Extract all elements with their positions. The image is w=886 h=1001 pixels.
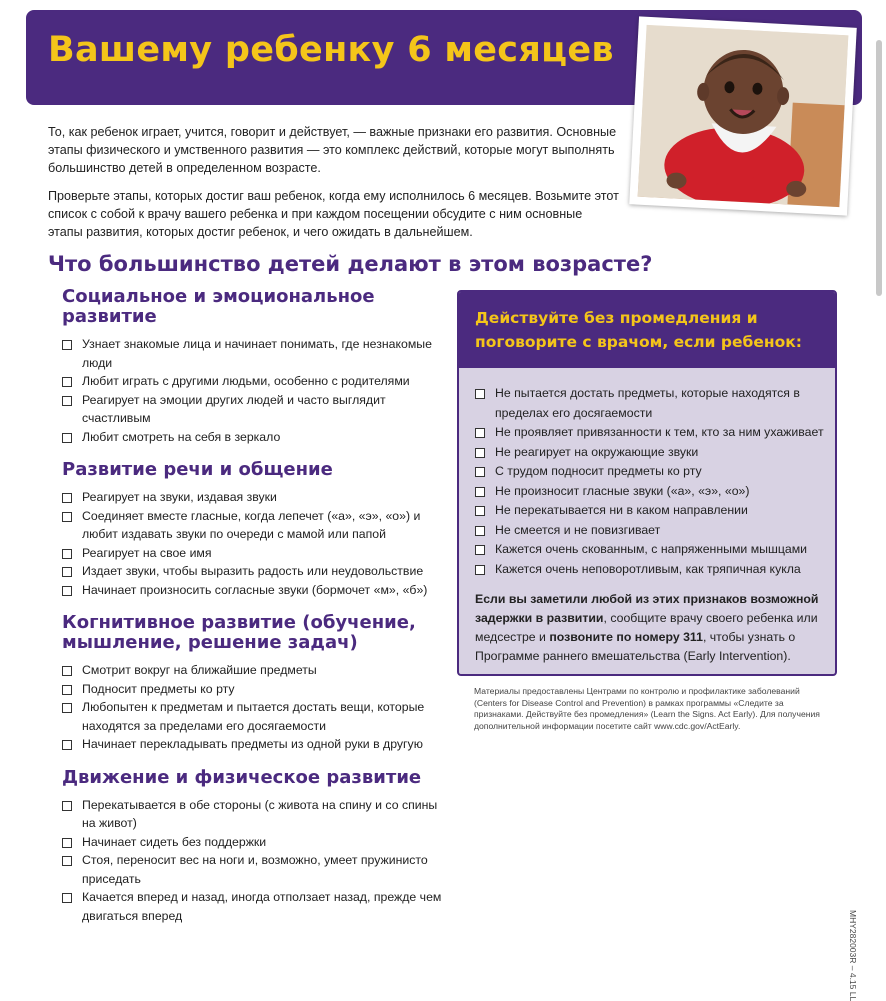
checkbox-icon[interactable] xyxy=(62,493,72,503)
section-title: Развитие речи и общение xyxy=(62,459,333,480)
checklist-item[interactable]: Любит играть с другими людьми, особенно с родителями xyxy=(62,372,442,391)
section-social xyxy=(62,287,442,446)
checkbox-icon[interactable] xyxy=(62,340,72,350)
checkbox-icon[interactable] xyxy=(475,487,485,497)
checklist-item[interactable]: Качается вперед и назад, иногда отползает назад, прежде чем двигаться вперед xyxy=(62,888,442,925)
checkbox-icon[interactable] xyxy=(62,549,72,559)
milestones-column xyxy=(62,287,442,939)
checkbox-icon[interactable] xyxy=(62,740,72,750)
checkbox-icon[interactable] xyxy=(62,377,72,387)
warning-item[interactable]: Кажется очень неповоротливым, как тряпичная кукла xyxy=(475,560,825,580)
warning-header xyxy=(459,292,835,368)
checklist-item[interactable]: Стоя, переносит вес на ноги и, возможно, умеет пружинисто приседать xyxy=(62,851,442,888)
document-code: MHY282003R – 4.15 LL xyxy=(848,910,858,1001)
checklist-item[interactable]: Реагирует на звуки, издавая звуки xyxy=(62,488,442,507)
section-title: Движение и физическое развитие xyxy=(62,766,422,788)
checklist-item[interactable]: Реагирует на свое имя xyxy=(62,544,442,563)
warning-item[interactable]: Не пытается достать предметы, которые находятся в пределах его досягаемости xyxy=(475,384,825,423)
checklist-item[interactable]: Смотрит вокруг на ближайшие предметы xyxy=(62,661,442,680)
checkbox-icon[interactable] xyxy=(62,685,72,695)
checkbox-icon[interactable] xyxy=(62,801,72,811)
checkbox-icon[interactable] xyxy=(62,856,72,866)
checklist-item[interactable]: Любит смотреть на себя в зеркало xyxy=(62,428,442,447)
checklist-item[interactable]: Начинает произносить согласные звуки (бормочет «м», «б») xyxy=(62,581,442,600)
intro-paragraph-1: То, как ребенок играет, учится, говорит и действует, — важные признаки его развития. Основные этапы физического и умственного развития — это комплекс действий, которые могут выполнять большинство детей в определенном возрасте. xyxy=(48,125,617,175)
warning-item[interactable]: Не реагирует на окружающие звуки xyxy=(475,443,825,463)
checkbox-icon[interactable] xyxy=(475,545,485,555)
main-heading: Что большинство детей делают в этом возрасте? xyxy=(48,252,653,276)
checkbox-icon[interactable] xyxy=(475,467,485,477)
checklist-item[interactable]: Любопытен к предметам и пытается достать вещи, которые находятся за пределами его досягаемости xyxy=(62,698,442,735)
section-speech xyxy=(62,460,442,599)
baby-photo xyxy=(629,16,857,215)
intro-text xyxy=(48,123,620,251)
checkbox-icon[interactable] xyxy=(475,526,485,536)
checklist-item[interactable]: Перекатывается в обе стороны (с живота на спину и со спины на живот) xyxy=(62,796,442,833)
checkbox-icon[interactable] xyxy=(475,428,485,438)
warning-title: Действуйте без промедления и поговорите с врачом, если ребенок: xyxy=(475,309,802,351)
checkbox-icon[interactable] xyxy=(62,893,72,903)
checklist-item[interactable]: Подносит предметы ко рту xyxy=(62,680,442,699)
checklist-item[interactable]: Начинает перекладывать предметы из одной руки в другую xyxy=(62,735,442,754)
credits-text: Материалы предоставлены Центрами по контролю и профилактике заболеваний (Centers for Disease Control and Prevention) в рамках программы «Следите за признаками. Действуйте без промедления» (Learn the Signs. Act Early). Для получения дополнительной информации посетите сайт www.cdc.gov/ActEarly. xyxy=(474,686,820,731)
checklist-item[interactable]: Соединяет вместе гласные, когда лепечет («а», «э», «о») и любит издавать звуки по очереди с мамой или папой xyxy=(62,507,442,544)
intro-paragraph-2: Проверьте этапы, которых достиг ваш ребенок, когда ему исполнилось 6 месяцев. Возьмите этот список с собой к врачу вашего ребенка и при каждом посещении обсудите с ним основные этапы развития, которых достиг ребенок, и чего ожидать в дальнейшем. xyxy=(48,189,619,239)
scrollbar[interactable] xyxy=(876,40,882,296)
checkbox-icon[interactable] xyxy=(475,506,485,516)
section-movement xyxy=(62,768,442,926)
warning-item[interactable]: Не перекатывается ни в каком направлении xyxy=(475,501,825,521)
checklist-item[interactable]: Начинает сидеть без поддержки xyxy=(62,833,442,852)
warning-signs-box xyxy=(457,290,837,676)
checkbox-icon[interactable] xyxy=(62,703,72,713)
warning-item[interactable]: Не смеется и не повизгивает xyxy=(475,521,825,541)
checkbox-icon[interactable] xyxy=(62,512,72,522)
checkbox-icon[interactable] xyxy=(62,838,72,848)
checkbox-icon[interactable] xyxy=(62,396,72,406)
checklist-item[interactable]: Издает звуки, чтобы выразить радость или неудовольствие xyxy=(62,562,442,581)
checklist-item[interactable]: Узнает знакомые лица и начинает понимать, где незнакомые люди xyxy=(62,335,442,372)
section-cognitive xyxy=(62,613,442,754)
warning-item[interactable]: С трудом подносит предметы ко рту xyxy=(475,462,825,482)
checkbox-icon[interactable] xyxy=(475,448,485,458)
warning-item[interactable]: Не проявляет привязанности к тем, кто за ним ухаживает xyxy=(475,423,825,443)
checkbox-icon[interactable] xyxy=(62,567,72,577)
warning-item[interactable]: Не произносит гласные звуки («а», «э», «о») xyxy=(475,482,825,502)
baby-illustration xyxy=(638,25,849,207)
section-title: Социальное и эмоциональное развитие xyxy=(62,286,375,327)
warning-note: Если вы заметили любой из этих признаков возможной задержки в развитии, сообщите врачу своего ребенка или медсестре и позвоните по номеру 311, чтобы узнать о Программе раннего вмешательства (Early Intervention). xyxy=(475,592,819,663)
warning-item[interactable]: Кажется очень скованным, с напряженными мышцами xyxy=(475,540,825,560)
checklist-item[interactable]: Реагирует на эмоции других людей и часто выглядит счастливым xyxy=(62,391,442,428)
checkbox-icon[interactable] xyxy=(475,565,485,575)
warning-list xyxy=(475,384,825,579)
page-title: Вашему ребенку 6 месяцев xyxy=(48,30,614,70)
checkbox-icon[interactable] xyxy=(475,389,485,399)
checkbox-icon[interactable] xyxy=(62,666,72,676)
checkbox-icon[interactable] xyxy=(62,433,72,443)
checkbox-icon[interactable] xyxy=(62,586,72,596)
section-title: Когнитивное развитие (обучение, мышление, решение задач) xyxy=(62,612,416,653)
